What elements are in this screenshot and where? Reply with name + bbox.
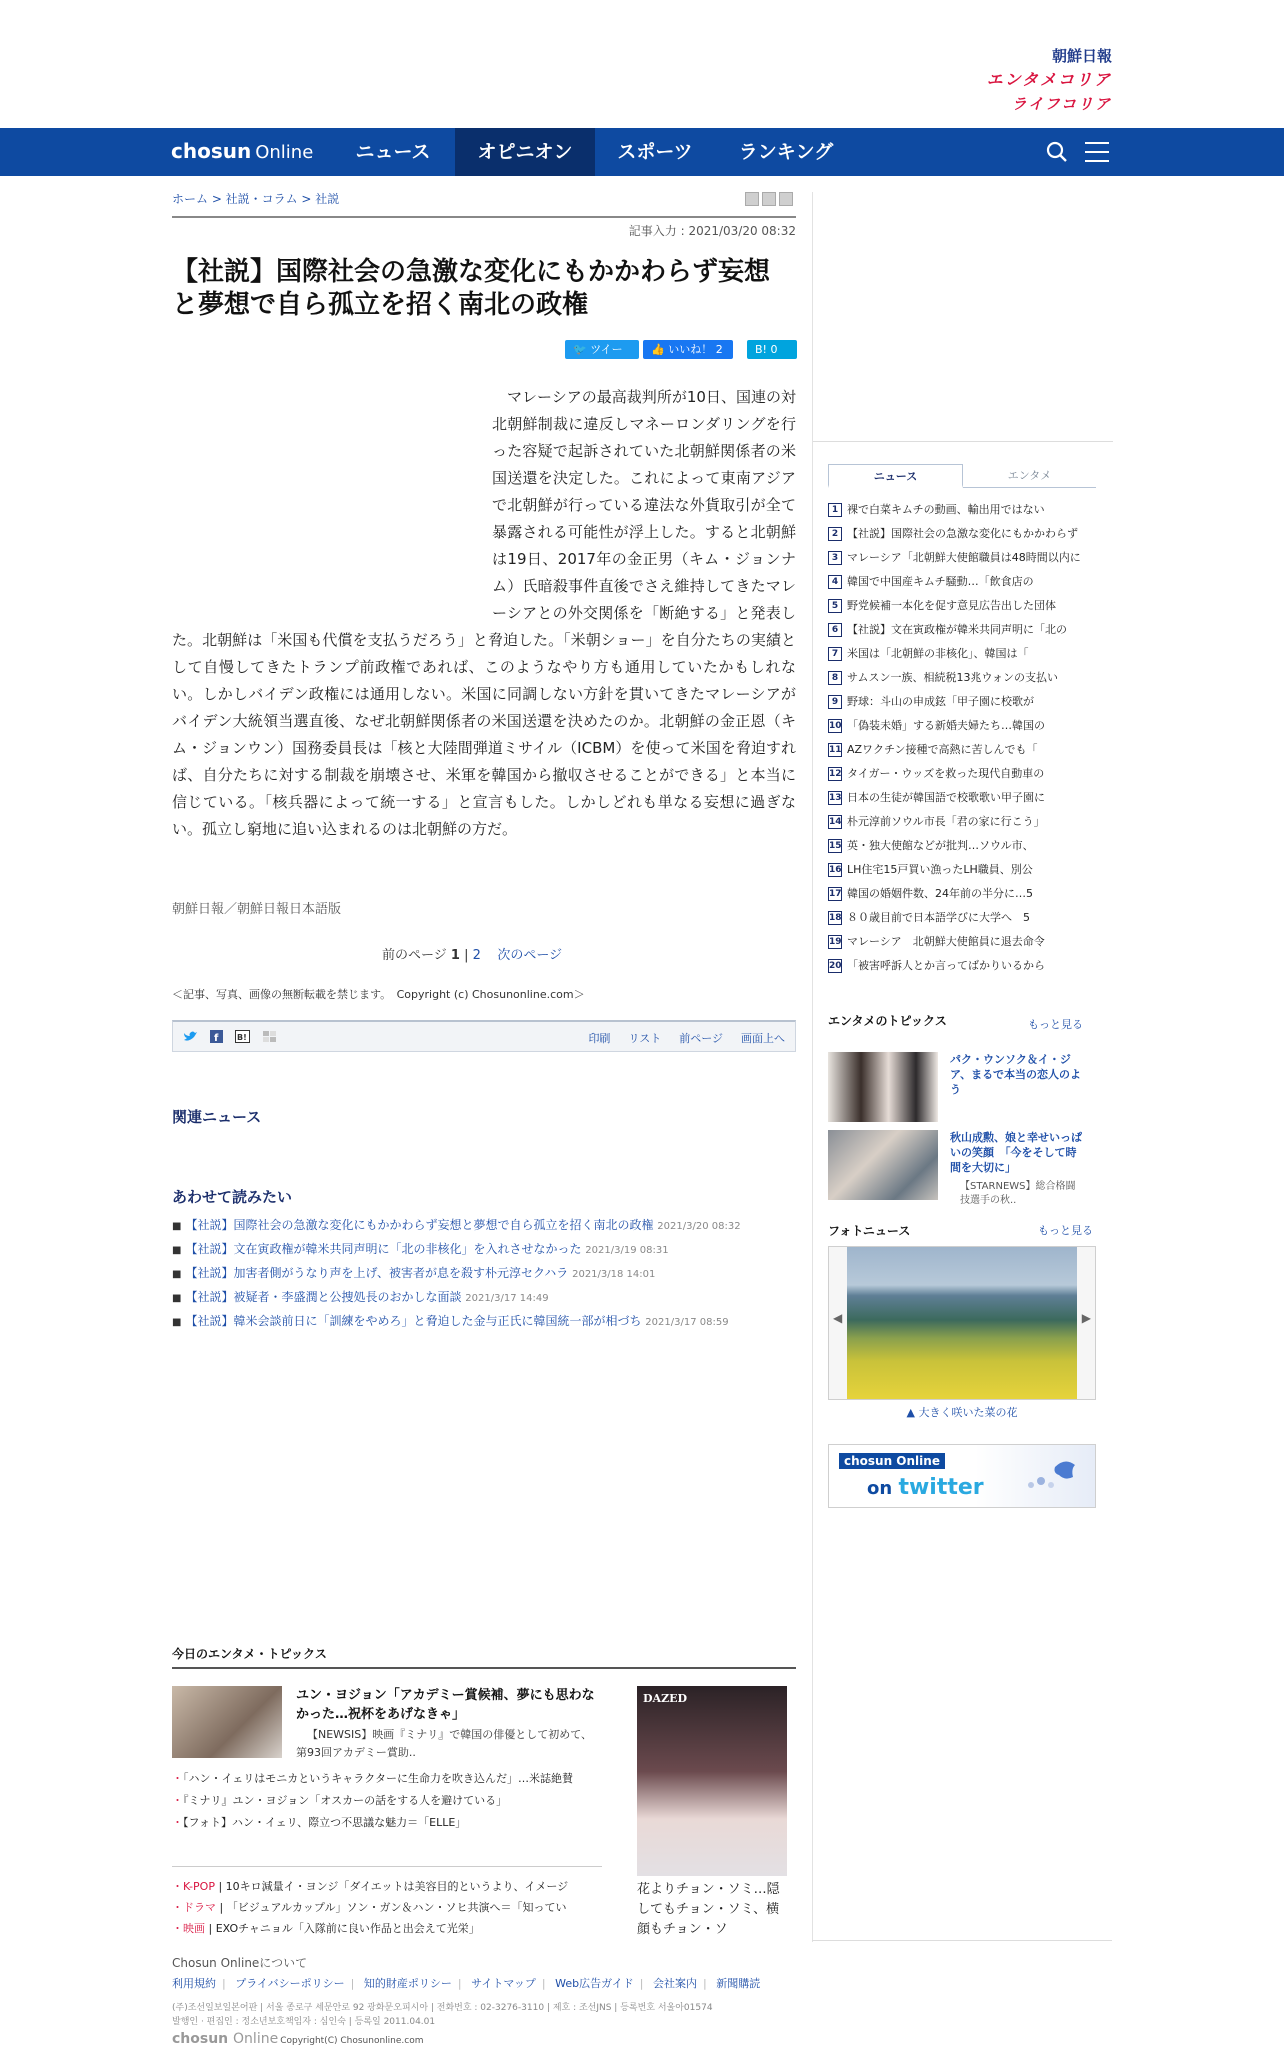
photo-more-link[interactable]: もっと見る <box>1038 1224 1093 1237</box>
article-body <box>172 384 796 843</box>
footer <box>172 1954 812 2047</box>
ranking-item[interactable]: 2 【社説】国際社会の急激な変化にもかかわらず <box>828 522 1094 546</box>
chosun-ilbo-logo[interactable]: 朝鮮日報 <box>1051 47 1112 65</box>
ad-guide-link[interactable]: Web広告ガイド <box>555 1977 634 1990</box>
ranking-item[interactable]: 19 マレーシア 北朝鮮大使館員に退去命令 <box>829 935 1045 948</box>
footer-logo: chosun Online Copyright(C) Chosunonline.com <box>172 2031 424 2047</box>
image-placeholder <box>172 384 492 626</box>
nav-item-sports[interactable]: スポーツ <box>617 141 693 163</box>
ranking-item[interactable]: 8 サムスン一族、相続税13兆ウォンの支払い <box>828 666 1094 690</box>
bird-icon <box>1021 1455 1081 1495</box>
page-2-link[interactable]: 2 <box>472 948 481 963</box>
photo-news-title: フォトニュース <box>828 1224 911 1238</box>
ranking-item[interactable]: 20 「被害呼訴人とか言ってばかりいるから <box>829 959 1045 972</box>
divider <box>172 216 796 218</box>
entame-topics-title: エンタメのトピックス <box>828 1014 947 1028</box>
prev-page-link[interactable]: 前のページ <box>382 948 447 963</box>
article-date: 記事入力 : 2021/03/20 08:32 <box>628 224 796 238</box>
ranking-item[interactable]: 16 LH住宅15戸買い漁ったLH職員、別公 <box>829 863 1033 876</box>
tab-news[interactable]: ニュース <box>828 464 963 488</box>
breadcrumb[interactable]: ホーム > 社説・コラム > 社説 <box>172 192 340 206</box>
entame-topic-1[interactable]: パク・ウンソク＆イ・ジア、まるで本当の恋人のよう <box>950 1053 1082 1096</box>
ranking-tabs <box>828 464 1096 488</box>
list-link[interactable]: リスト <box>628 1032 662 1045</box>
today-headline[interactable]: ユン・ヨジョン「アカデミー賞候補、夢にも思わなかった…祝杯をあげなきゃ」 <box>296 1688 595 1722</box>
photo-news-carousel <box>828 1246 1096 1400</box>
font-larger-icon[interactable] <box>762 192 776 206</box>
list-item[interactable]: ■ 【社説】被疑者・李盛潤と公捜処長のおかしな面談 2021/3/17 14:49 <box>172 1290 549 1304</box>
list-item[interactable]: ・ 『ミナリ』ユン・ヨジョン「オスカーの話をする人を避けている」 <box>172 1790 602 1812</box>
ranking-item[interactable]: 1 裸で白菜キムチの動画、輸出用ではない <box>828 498 1094 522</box>
article-paragraph: マレーシアの最高裁判所が10日、国連の対北朝鮮制裁に違反しマネーロンダリングを行った容疑で起訴されていた北朝鮮関係者の米国送還を決定した。これによって東南アジアで北朝鮮が行っている違法な外貨取引が全て暴露される可能性が浮上した。すると北朝鮮は19日、2017年の金正男（キム・ジョンナム）氏暗殺事件直後でさえ維持してきたマレーシアとの外交関係を「断絶する」と発表した。北朝鮮は「米国も代償を支払うだろう」と脅迫した。「米朝ショー」を自分たちの実績として自慢してきたトランプ前政権であれば、このようなやり方も通用していたかもしれない。しかしバイデン政権には通用しない。米国に同調しない方針を貫いてきたマレーシアがバイデン大統領当選直後、なぜ北朝鮮関係者の米国送還を決めたのか。北朝鮮の金正恩（キム・ジョンウン）国務委員長は「核と大陸間弾道ミサイル（ICBM）を使って米国を脅迫すれば、自分たちに対する制裁を崩壊させ、米軍を韓国から撤収させることができる」と本当に信じている。「核兵器によって統一する」と宣言もした。しかしどれも単なる妄想に過ぎない。孤立し窮地に追い込まれるのは北朝鮮の方だ。 <box>172 388 796 838</box>
page-top-link[interactable]: 画面上へ <box>741 1032 785 1045</box>
font-smaller-icon[interactable] <box>745 192 759 206</box>
hamburger-menu-icon[interactable] <box>1085 142 1109 162</box>
divider <box>172 1866 602 1867</box>
ranking-item[interactable]: 15 英・独大使館などが批判…ソウル市、 <box>829 839 1034 852</box>
facebook-like-button[interactable]: 👍 いいね！ 2 <box>643 340 733 359</box>
divider <box>172 1667 796 1669</box>
search-icon[interactable] <box>1046 141 1068 163</box>
next-page-link[interactable]: 次のページ <box>497 948 563 963</box>
company-address: (주)조선일보일본어판 | 서울 종로구 세문안로 92 광화문오피시아 | 전화번호 : 02-3276-3110 | 제호 : 조선JNS | 등록번호 서울아01574 발행인 · 편집인 : 정소년보호책임자 : 심인숙 | 등록일 2011.04.01 <box>172 2003 713 2027</box>
article-source: 朝鮮日報／朝鮮日報日本語版 <box>172 902 342 917</box>
bookmark-icon[interactable] <box>262 1030 277 1043</box>
main-nav <box>0 128 1284 176</box>
dazed-logo: DAZED <box>643 1692 688 1705</box>
list-item[interactable]: ・ 【フォト】ハン・イェリ、際立つ不思議な魅力＝「ELLE」 <box>172 1812 602 1834</box>
list-item[interactable]: ・ 「ハン・イェリはモニカというキャラクターに生命力を吹き込んだ」…米誌絶賛 <box>172 1768 602 1790</box>
list-item[interactable]: ■ 【社説】国際社会の急激な変化にもかかわらず妄想と夢想で自ら孤立を招く南北の政権 2021/3/20 08:32 <box>172 1218 741 1232</box>
svg-text:f: f <box>214 1033 219 1043</box>
list-item[interactable]: ■ 【社説】文在寅政権が韓米共同声明に「北の非核化」を入れさせなかった 2021/3/19 08:31 <box>172 1242 669 1256</box>
sitemap-link[interactable]: サイトマップ <box>471 1977 536 1990</box>
ranking-item[interactable]: 3 マレーシア「北朝鮮大使館職員は48時間以内に <box>828 546 1094 570</box>
facebook-icon[interactable] <box>210 1030 223 1043</box>
share-buttons <box>565 340 797 375</box>
ranking-item[interactable]: 17 韓国の婚姻件数、24年前の半分に…5 <box>829 887 1033 900</box>
life-korea-logo[interactable]: ライフコリア <box>1011 95 1112 113</box>
ranking-list <box>828 498 1094 978</box>
ranking-item[interactable]: 6 【社説】文在寅政権が韓米共同声明に「北の <box>828 618 1094 642</box>
jeon-somi-caption[interactable]: 花よりチョン・ソミ…隠してもチョン・ソミ、横顔もチョン・ソ <box>637 1882 780 1937</box>
today-entertainment-title: 今日のエンタメ・トピックス <box>172 1647 327 1661</box>
tweet-button[interactable]: 🐦 ツイート <box>565 340 639 359</box>
top-header <box>0 0 1284 128</box>
nav-item-news[interactable]: ニュース <box>355 141 431 163</box>
twitter-banner[interactable] <box>828 1444 1096 1508</box>
ip-policy-link[interactable]: 知的財産ポリシー <box>363 1977 452 1990</box>
ranking-item[interactable]: 4 韓国で中国産キムチ騒動…「飲食店の <box>828 570 1094 594</box>
about-link[interactable]: Chosun Onlineについて <box>172 1956 308 1970</box>
company-link[interactable]: 会社案内 <box>653 1977 697 1990</box>
chosun-online-logo[interactable]: chosun Online <box>171 139 314 163</box>
today-related-list <box>172 1768 602 1834</box>
copyright-notice: ＜記事、写真、画像の無断転載を禁じます。 Copyright (c) Chosunonline.com＞ <box>172 988 585 1001</box>
tab-entame[interactable]: エンタメ <box>963 464 1096 488</box>
ad-slot <box>813 192 1113 442</box>
entame-korea-logo[interactable]: エンタメコリア <box>986 70 1112 89</box>
list-item[interactable]: ■ 【社説】加害者側がうなり声を上げ、被害者が息を殺す朴元淳セクハラ 2021/3/18 14:01 <box>172 1266 656 1280</box>
pagination: 前のページ 1 | 2 次のページ <box>382 948 563 963</box>
ranking-item[interactable]: 11 AZワクチン接種で高熱に苦しんでも「 <box>829 743 1038 756</box>
twitter-icon[interactable] <box>183 1030 198 1043</box>
nav-item-opinion[interactable]: オピニオン <box>455 128 595 176</box>
hatena-icon[interactable] <box>235 1030 250 1043</box>
subscribe-link[interactable]: 新聞購読 <box>716 1977 761 1990</box>
ranking-item[interactable]: 7 米国は「北朝鮮の非核化」、韓国は「 <box>828 642 1094 666</box>
column-divider <box>812 192 813 1942</box>
entame-photo-1[interactable] <box>828 1052 938 1122</box>
ranking-item[interactable]: 14 朴元淳前ソウル市長「君の家に行こう」 <box>829 815 1045 828</box>
entame-more-link[interactable]: もっと見る <box>1028 1018 1083 1031</box>
twitter-banner-chosun: chosun Online <box>839 1453 945 1469</box>
jeon-somi-photo[interactable] <box>637 1686 787 1876</box>
ranking-item[interactable]: 18 ８０歳目前で日本語学びに大学へ 5 <box>829 911 1030 924</box>
photo-caption[interactable]: ▲ 大きく咲いた菜の花 <box>906 1406 1018 1419</box>
also-read-title: あわせて読みたい <box>172 1188 293 1206</box>
entame-photo-2[interactable] <box>828 1130 938 1200</box>
ranking-item[interactable]: 9 野球：斗山の申成鉉「甲子園に校歌が <box>828 690 1094 714</box>
today-summary: 【NEWSIS】映画『ミナリ』で韓国の俳優として初めて、第93回アカデミー賞助.. <box>296 1728 593 1759</box>
hatena-bookmark-button[interactable]: B! 0 <box>747 340 797 359</box>
list-item[interactable]: ■ 【社説】韓米会談前日に「訓練をやめろ」と脅迫した金与正氏に韓国統一部が相づち 2021/3/17 08:59 <box>172 1314 729 1328</box>
nav-item-ranking[interactable]: ランキング <box>738 141 834 163</box>
svg-text:B!: B! <box>237 1033 247 1042</box>
list-item[interactable]: ・ K-POP | 10キロ減量イ・ヨンジ「ダイエットは美容目的というより、イメージ <box>172 1876 602 1897</box>
ranking-item[interactable]: 5 野党候補一本化を促す意見広告出した団体 <box>828 594 1094 618</box>
footer-links: 利用規約 | プライバシーポリシー | 知的財産ポリシー | サイトマップ | Web広告ガイド | 会社案内 | 新聞購読 <box>172 1977 761 1990</box>
category-list <box>172 1876 602 1939</box>
list-item[interactable]: ・ ドラマ | 「ビジュアルカップル」ソン・ガン＆ハン・ソヒ共演へ＝「知ってい <box>172 1897 602 1918</box>
brand-logos[interactable] <box>987 44 1112 116</box>
youn-yuh-jung-photo[interactable] <box>172 1686 282 1758</box>
back-icon[interactable] <box>779 192 793 206</box>
related-news-title: 関連ニュース <box>172 1108 262 1126</box>
carousel-next-icon[interactable]: ▶ <box>1081 1311 1091 1325</box>
page-1: 1 <box>450 948 460 963</box>
twitter-banner-on: on twitter <box>867 1475 984 1500</box>
ranking-item[interactable]: 13 日本の生徒が韓国語で校歌歌い甲子園に <box>829 791 1045 804</box>
article-toolbar <box>172 1020 796 1052</box>
divider <box>812 1940 1112 1941</box>
privacy-link[interactable]: プライバシーポリシー <box>235 1977 345 1990</box>
rapeseed-flower-photo[interactable] <box>847 1247 1077 1399</box>
ranking-item[interactable]: 12 タイガー・ウッズを救った現代自動車の <box>829 767 1045 780</box>
font-size-tools <box>745 192 793 206</box>
ranking-item[interactable]: 10 「偽装未婚」する新婚夫婦たち…韓国の <box>829 719 1045 732</box>
entame-topic-2-summary: 【STARNEWS】総合格闘技選手の秋.. <box>960 1181 1076 1206</box>
terms-link[interactable]: 利用規約 <box>172 1977 216 1990</box>
carousel-prev-icon[interactable]: ◀ <box>833 1311 843 1325</box>
print-link[interactable]: 印刷 <box>588 1032 611 1045</box>
article-title: 【社説】国際社会の急激な変化にもかかわらず妄想と夢想で自ら孤立を招く南北の政権 <box>172 257 771 320</box>
list-item[interactable]: ・ 映画 | EXOチャニョル「入隊前に良い作品と出会えて光栄」 <box>172 1918 602 1939</box>
also-read-list <box>172 1214 798 1334</box>
entame-topic-2[interactable]: 秋山成勲、娘と幸せいっぱいの笑顔 「今をそして時間を大切に」 <box>950 1131 1082 1174</box>
prev-page-tool-link[interactable]: 前ページ <box>679 1032 723 1045</box>
